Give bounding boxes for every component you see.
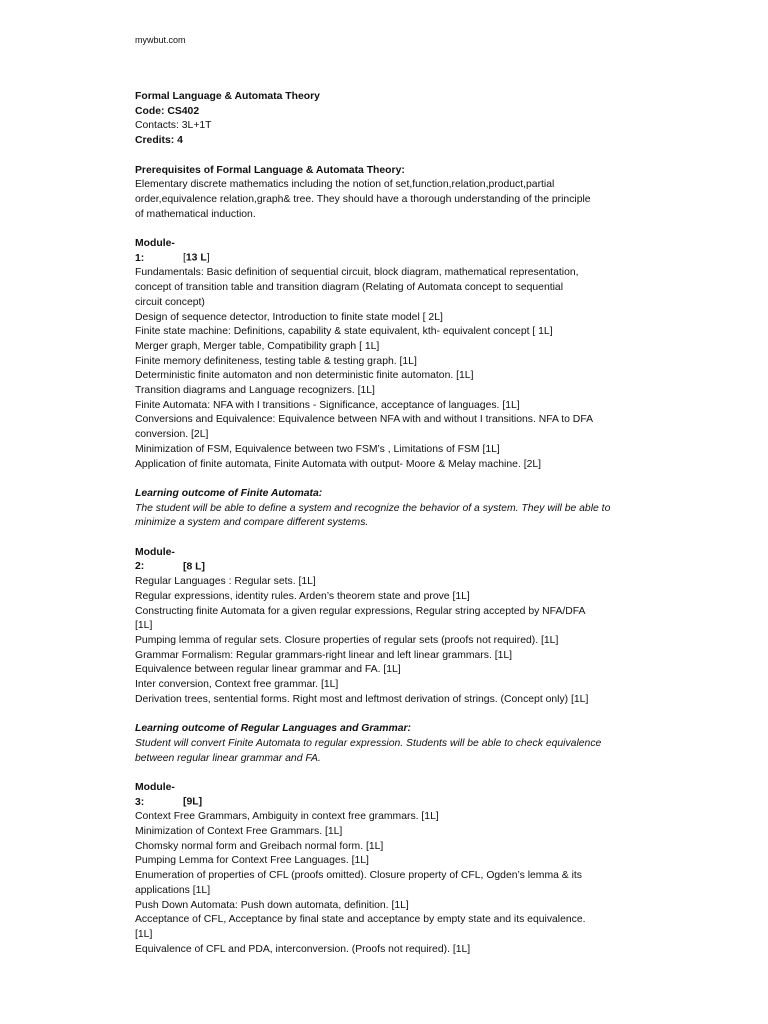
- module-1-topic: concept of transition table and transition diagram (Relating of Automata concept to sequential: [135, 282, 564, 294]
- module-1-topic: Finite Automata: NFA with I transitions - Significance, acceptance of languages. [1L]: [135, 399, 520, 411]
- module-2-hours: [8 L]: [183, 561, 205, 573]
- module-3-topic: Minimization of Context Free Grammars. [1L]: [135, 826, 343, 838]
- module-2-topic: Grammar Formalism: Regular grammars-right linear and left linear grammars. [1L]: [135, 649, 513, 661]
- module-1-outcome: [135, 487, 635, 531]
- module-1-topic: Design of sequence detector, Introduction to finite state model [ 2L]: [135, 311, 443, 323]
- prerequisites-line: Elementary discrete mathematics including the notion of set,function,relation,product,partial: [135, 179, 555, 191]
- module-1-close-bracket: ]: [206, 252, 210, 264]
- spacer: [135, 222, 635, 237]
- prerequisites-line: of mathematical induction.: [135, 208, 256, 220]
- module-1-topic: Minimization of FSM, Equivalence between two FSM’s , Limitations of FSM [1L]: [135, 443, 500, 455]
- module-2-topic: Constructing finite Automata for a given regular expressions, Regular string accepted by NFA/DFA: [135, 605, 586, 617]
- prerequisites-section: [135, 164, 635, 223]
- course-credits: Credits: 4: [135, 135, 183, 147]
- module-1-topic: Application of finite automata, Finite Automata with output- Moore & Melay machine. [2L]: [135, 458, 542, 470]
- module-2-outcome-heading: Learning outcome of Regular Languages and Grammar:: [135, 723, 411, 735]
- module-2-topic: [1L]: [135, 620, 153, 632]
- course-code: Code: CS402: [135, 105, 200, 117]
- module-1-topic: Transition diagrams and Language recognizers. [1L]: [135, 385, 375, 397]
- module-3-hours: [9L]: [183, 796, 203, 808]
- prerequisites-heading: Prerequisites of Formal Language & Automata Theory:: [135, 164, 405, 176]
- module-1-open-bracket: [: [183, 252, 186, 264]
- module-1-topic: conversion. [2L]: [135, 429, 209, 441]
- module-1-topic: circuit concept): [135, 296, 205, 308]
- module-2-topic: Regular expressions, identity rules. Arden’s theorem state and prove [1L]: [135, 590, 470, 602]
- spacer: [135, 149, 635, 164]
- module-1-topic: Merger graph, Merger table, Compatibility graph [ 1L]: [135, 340, 380, 352]
- spacer: [135, 472, 635, 487]
- site-watermark: mywbut.com: [135, 35, 186, 45]
- module-3-topic: Equivalence of CFL and PDA, interconversion. (Proofs not required). [1L]: [135, 943, 471, 955]
- module-3-section: [135, 781, 635, 957]
- module-3-topic: Acceptance of CFL, Acceptance by final state and acceptance by empty state and its equivalence.: [135, 914, 586, 926]
- module-2-topic: Pumping lemma of regular sets. Closure properties of regular sets (proofs not required). [1L]: [135, 634, 559, 646]
- module-1-topic: Finite memory definiteness, testing table & testing graph. [1L]: [135, 355, 417, 367]
- module-3-topic: Chomsky normal form and Greibach normal form. [1L]: [135, 840, 384, 852]
- module-3-label: Module-3:: [135, 781, 175, 808]
- module-1-label: Module-1:: [135, 238, 175, 264]
- module-2-outcome-text: Student will convert Finite Automata to regular expression. Students will be able to check equivalence: [135, 737, 602, 749]
- module-2-outcome-text: between regular linear grammar and FA.: [135, 752, 321, 764]
- module-3-topic: [1L]: [135, 928, 153, 940]
- module-3-heading: [135, 781, 635, 810]
- module-2-section: [135, 546, 635, 708]
- module-2-outcome: [135, 722, 635, 766]
- module-3-topic: Push Down Automata: Push down automata, definition. [1L]: [135, 899, 409, 911]
- module-3-topic: Pumping Lemma for Context Free Languages. [1L]: [135, 855, 369, 867]
- module-1-topic: Finite state machine: Definitions, capability & state equivalent, kth- equivalent concept [ 1L]: [135, 326, 553, 338]
- module-2-topic: Inter conversion, Context free grammar. [1L]: [135, 679, 339, 691]
- module-1-outcome-text: minimize a system and compare different systems.: [135, 517, 369, 529]
- module-1-outcome-text: The student will be able to define a system and recognize the behavior of a system. They will be able to: [135, 502, 611, 514]
- module-1-section: [135, 237, 635, 472]
- prerequisites-line: order,equivalence relation,graph& tree. They should have a thorough understanding of the principle: [135, 193, 591, 205]
- syllabus-content: [135, 90, 635, 957]
- module-1-hours: 13 L: [185, 252, 207, 264]
- module-3-topic: applications [1L]: [135, 884, 211, 896]
- course-header: [135, 90, 635, 149]
- course-title: Formal Language & Automata Theory: [135, 91, 320, 102]
- module-1-topic: Deterministic finite automaton and non deterministic finite automaton. [1L]: [135, 370, 474, 382]
- module-2-topic: Equivalence between regular linear grammar and FA. [1L]: [135, 664, 401, 676]
- spacer: [135, 766, 635, 781]
- spacer: [135, 531, 635, 546]
- spacer: [135, 707, 635, 722]
- module-1-heading: [135, 237, 635, 266]
- module-2-topic: Derivation trees, sentential forms. Right most and leftmost derivation of strings. (Concept only) [1L]: [135, 693, 589, 705]
- module-2-topic: Regular Languages : Regular sets. [1L]: [135, 576, 316, 588]
- module-2-label: Module-2:: [135, 546, 175, 573]
- module-1-topic: Conversions and Equivalence: Equivalence between NFA with and without I transitions. NFA to DFA: [135, 414, 594, 426]
- module-3-topic: Context Free Grammars, Ambiguity in context free grammars. [1L]: [135, 811, 439, 823]
- module-2-heading: [135, 546, 635, 575]
- module-1-outcome-heading: Learning outcome of Finite Automata:: [135, 487, 323, 499]
- course-contacts: Contacts: 3L+1T: [135, 120, 212, 132]
- module-3-topic: Enumeration of properties of CFL (proofs omitted). Closure property of CFL, Ogden’s lemma & its: [135, 870, 582, 882]
- module-1-topic: Fundamentals: Basic definition of sequential circuit, block diagram, mathematical representation,: [135, 267, 579, 279]
